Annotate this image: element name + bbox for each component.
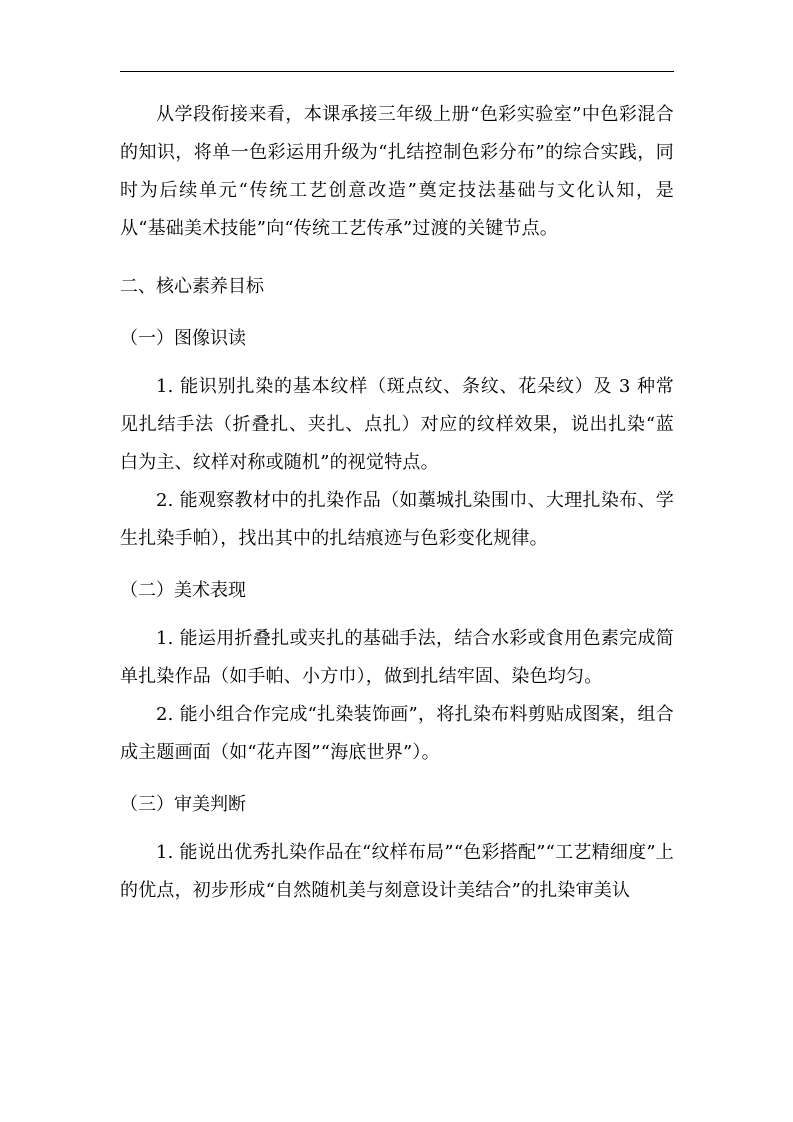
intro-paragraph: 从学段衔接来看，本课承接三年级上册“色彩实验室”中色彩混合的知识，将单一色彩运用升级为“扎结控制色彩分布”的综合实践，同时为后续单元“传统工艺创意改造”奠定技法基础与文化认知，是从“基础美术技能”向“传统工艺传承”过渡的关键节点。 bbox=[120, 104, 674, 239]
subsection-heading-aesthetic-judgment: （三）审美判断 bbox=[120, 794, 246, 815]
document-body bbox=[120, 96, 674, 910]
list-item: 2. 能小组合作完成“扎染装饰画”，将扎染布料剪贴成图案，组合成主题画面（如“花卉图”“海底世界”）。 bbox=[120, 704, 674, 763]
list-item: 1. 能说出优秀扎染作品在“纹样布局”“色彩搭配”“工艺精细度”上的优点，初步形成“自然随机美与刻意设计美结合”的扎染审美认 bbox=[120, 842, 674, 901]
list-item: 1. 能识别扎染的基本纹样（斑点纹、条纹、花朵纹）及 3 种常见扎结手法（折叠扎、夹扎、点扎）对应的纹样效果，说出扎染“蓝白为主、纹样对称或随机”的视觉特点。 bbox=[120, 376, 674, 473]
list-item: 1. 能运用折叠扎或夹扎的基础手法，结合水彩或食用色素完成简单扎染作品（如手帕、小方巾），做到扎结牢固、染色均匀。 bbox=[120, 628, 674, 687]
header-rule bbox=[120, 71, 674, 72]
subsection-heading-image-reading: （一）图像识读 bbox=[120, 328, 246, 349]
section-heading-core-literacy: 二、核心素养目标 bbox=[120, 276, 264, 297]
list-item: 2. 能观察教材中的扎染作品（如藁城扎染围巾、大理扎染布、学生扎染手帕），找出其中的扎结痕迹与色彩变化规律。 bbox=[120, 490, 674, 549]
subsection-heading-art-expression: （二）美术表现 bbox=[120, 580, 246, 601]
